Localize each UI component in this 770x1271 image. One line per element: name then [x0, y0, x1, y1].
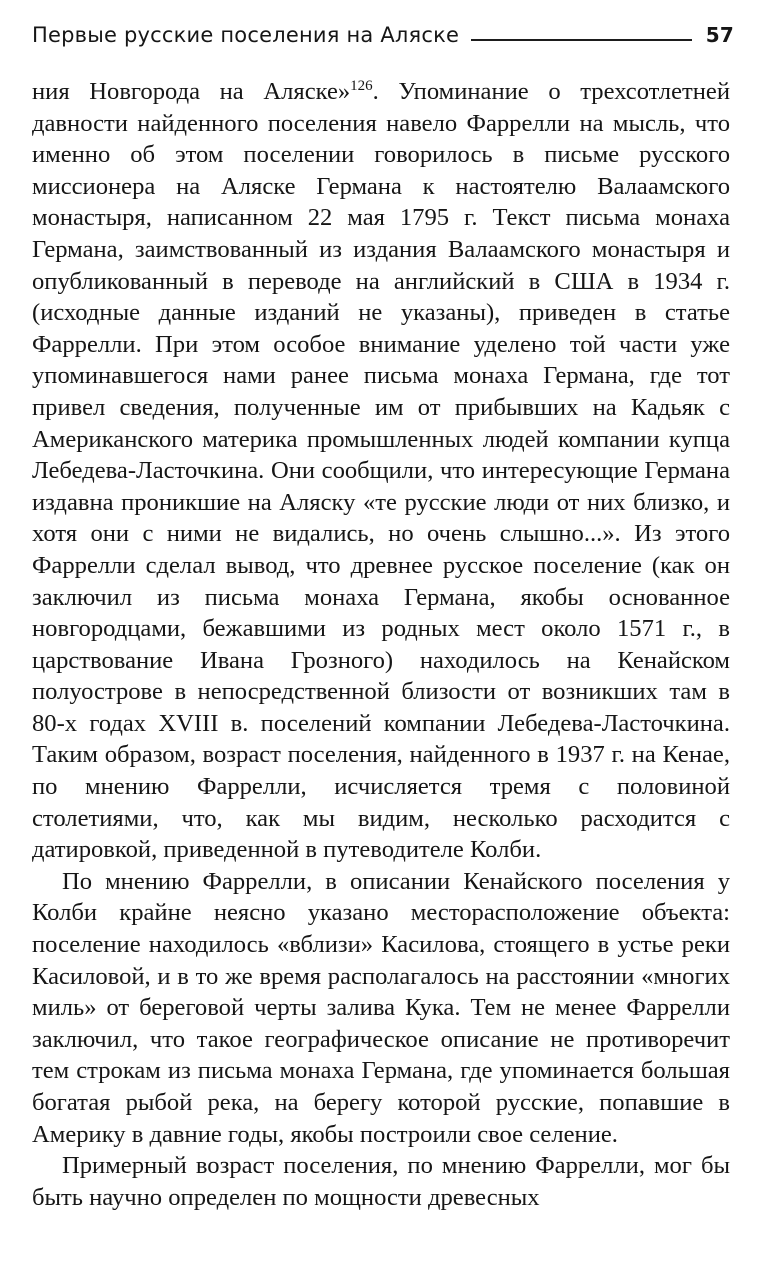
running-title: Первые русские поселения на Аляске — [32, 23, 460, 47]
paragraph-lead: ния Новгорода на Аляске» — [32, 78, 351, 105]
header-rule — [471, 39, 692, 41]
page-number: 57 — [705, 23, 734, 47]
paragraph-continued — [32, 76, 730, 866]
paragraph: Примерный возраст поселения, по мнению Фаррелли, мог бы быть научно определен по мощности древесных — [32, 1152, 730, 1211]
paragraph: По мнению Фаррелли, в описании Кенайского поселения у Колби крайне неясно указано месторасположение объекта: поселение находилось «вблизи» Касилова, стоящего в устье реки Касиловой, и в то же время располагалось на расстоянии «многих миль» от береговой черты залива Кука. Тем не менее Фаррелли заключил, что такое географическое описание не противоречит тем строкам из письма монаха Германа, где упоминается большая богатая рыбой река, на берегу которой русские, попавшие в Америку в давние годы, якобы построили свое селение. — [32, 867, 730, 1148]
paragraph-text: . Упоминание о трехсотлетней давности найденного поселения навело Фаррелли на мысль, что именно об этом поселении говорилось в письме русского миссионера на Аляске Германа к настоятелю Валаамского монастыря, написанном 22 мая 1795 г. Текст письма монаха Германа, заимствованный из издания Валаамского монастыря и опубликованный в переводе на английский в США в 1934 г. (исходные данные изданий не указаны), приведен в статье Фаррелли. При этом особое внимание уделено той части уже упоминавшегося нами ранее письма монаха Германа, где тот привел сведения, полученные им от прибывших на Кадьяк с Американского материка промышленных людей компании купца Лебедева-Ласточкина. Они сообщили, что интересующие Германа издавна проникшие на Аляску «те русские люди от них близко, и хотя они с ними не видались, но очень слышно...». Из этого Фаррелли сделал вывод, что древнее русское поселение (как он заключил из письма монаха Германа, якобы основанное новгородцами, бежавшими из родных мест около 1571 г., в царствование Ивана Грозного) находилось на Кенайском полуострове в непосредственной близости от возникших там в 80-х годах XVIII в. поселений компании Лебедева-Ласточкина. Таким образом, возраст поселения, найденного в 1937 г. на Кенае, по мнению Фаррелли, исчисляется тремя с половиной столетиями, что, как мы видим, несколько расходится с датировкой, приведенной в путеводителе Колби. — [32, 78, 730, 864]
body-text — [32, 76, 730, 1213]
footnote-marker: 126 — [350, 77, 373, 94]
running-header — [32, 18, 734, 52]
